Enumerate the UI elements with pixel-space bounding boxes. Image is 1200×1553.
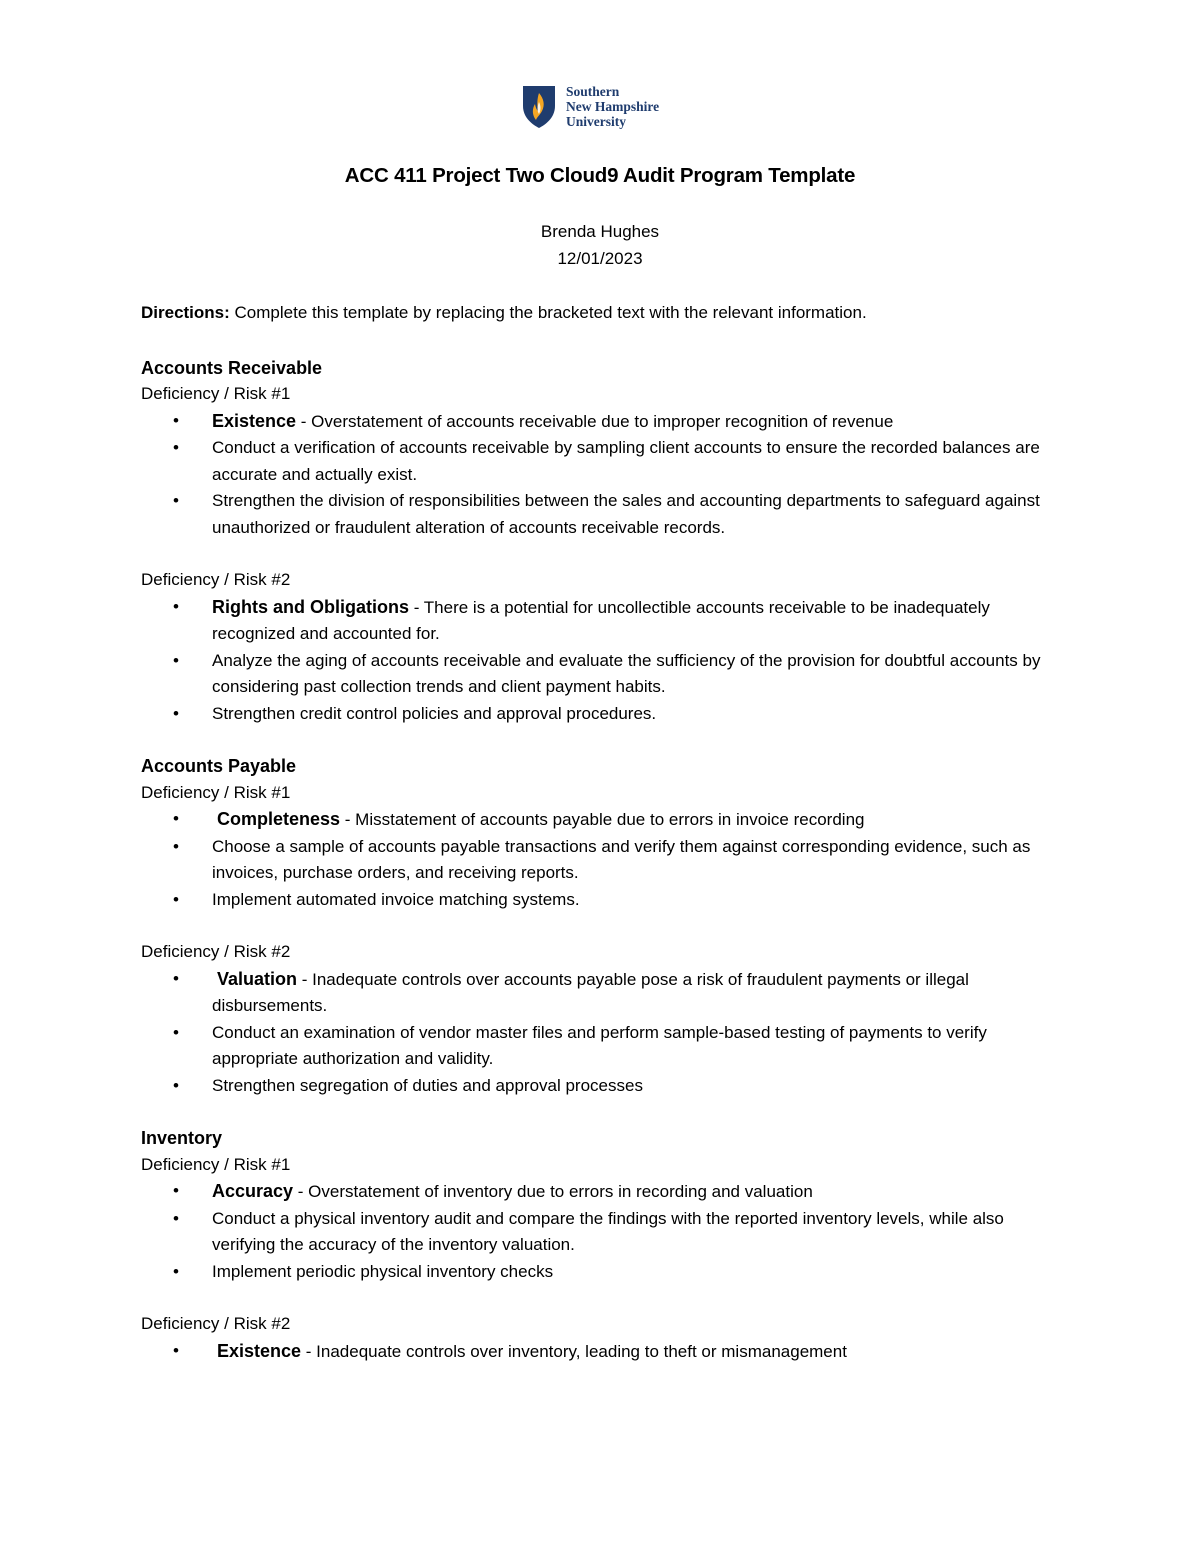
assertion-description: - There is a potential for uncollectible accounts receivable to be inadequately recognized and accounted for.: [212, 597, 990, 643]
bullet-icon: •: [173, 1181, 179, 1200]
risk-list: [141, 1338, 1071, 1366]
directions-text: Complete this template by replacing the bracketed text with the relevant information.: [229, 303, 867, 322]
risk-label: Deficiency / Risk #1: [141, 782, 291, 802]
risk-list: [141, 594, 1071, 728]
risk-item: [141, 435, 1071, 488]
risk-item: [141, 887, 1071, 914]
bullet-icon: •: [173, 1022, 179, 1042]
risk-label: Deficiency / Risk #1: [141, 384, 291, 403]
risk-list: [141, 966, 1071, 1100]
risk-item-text: Conduct a verification of accounts receivable by sampling client accounts to ensure the recorded balances are accurate and actually exist.: [212, 438, 1040, 484]
logo-line-1: Southern: [566, 84, 620, 99]
risk-label: Deficiency / Risk #2: [141, 570, 291, 589]
risk-item-text: Conduct a physical inventory audit and compare the findings with the reported inventory levels, while also verifying the accuracy of the inventory valuation.: [212, 1208, 1004, 1254]
assertion-description: - Overstatement of inventory due to errors in recording and valuation: [293, 1182, 813, 1201]
bullet-icon: •: [173, 1340, 179, 1360]
section-2: [141, 1125, 1071, 1365]
author-name: Brenda Hughes: [540, 222, 660, 241]
risk-list: [141, 806, 1071, 913]
bullet-icon: •: [173, 703, 179, 723]
risk-item-text: Implement periodic physical inventory checks: [212, 1261, 554, 1281]
risk-item-text: Analyze the aging of accounts receivable and evaluate the sufficiency of the provision for doubtful accounts by considering past collection trends and client payment habits.: [212, 650, 1041, 696]
logo-line-2: New Hampshire: [566, 99, 660, 114]
risk-item-text: Implement automated invoice matching systems.: [212, 889, 580, 909]
assertion-description: - Inadequate controls over inventory, leading to theft or mismanagement: [301, 1341, 847, 1361]
risk-item: [141, 648, 1071, 701]
directions: [141, 300, 1071, 327]
section-heading: Inventory: [141, 1128, 223, 1148]
assertion-term: Existence: [217, 1340, 302, 1361]
document-date: 12/01/2023: [557, 249, 643, 268]
shield-flame-icon: [521, 84, 557, 130]
logo-wordmark: [566, 84, 691, 129]
assertion-description: - Inadequate controls over accounts payable pose a risk of fraudulent payments or illegal disbursements.: [212, 969, 969, 1015]
bullet-icon: •: [173, 889, 179, 909]
bullet-icon: •: [173, 809, 179, 828]
assertion-description: - Misstatement of accounts payable due to errors in invoice recording: [340, 810, 865, 829]
logo-line-3: University: [566, 114, 626, 129]
risk-item: [141, 1259, 1071, 1286]
risk-item: [141, 966, 1071, 1020]
bullet-icon: •: [173, 650, 179, 670]
assertion-term: Completeness: [217, 809, 341, 829]
bullet-icon: •: [173, 1208, 179, 1228]
bullet-icon: •: [173, 438, 179, 457]
assertion-term: Accuracy: [212, 1181, 294, 1201]
bullet-icon: •: [173, 491, 179, 510]
risk-item: [141, 806, 1071, 834]
assertion-term: Valuation: [217, 968, 298, 989]
risk-item: [141, 1020, 1071, 1073]
risk-item: [141, 1178, 1071, 1206]
risk-item-text: Strengthen the division of responsibilities between the sales and accounting departments to safeguard against unauthorized or fraudulent alteration of accounts receivable records.: [212, 491, 1040, 537]
section-1: [141, 753, 1071, 1099]
assertion-term: Existence: [212, 410, 297, 431]
directions-label: Directions:: [141, 303, 230, 322]
snhu-logo: [521, 84, 691, 134]
risk-item: [141, 408, 1071, 436]
risk-label: Deficiency / Risk #1: [141, 1154, 291, 1174]
document-title: ACC 411 Project Two Cloud9 Audit Program Template: [344, 164, 856, 187]
risk-label: Deficiency / Risk #2: [141, 1314, 291, 1333]
risk-item-text: Strengthen credit control policies and approval procedures.: [212, 703, 657, 723]
risk-item: [141, 1338, 1071, 1366]
risk-item: [141, 834, 1071, 887]
risk-item-text: Strengthen segregation of duties and approval processes: [212, 1075, 643, 1095]
risk-item: [141, 488, 1071, 541]
assertion-term: Rights and Obligations: [212, 596, 409, 617]
risk-item-text: Choose a sample of accounts payable transactions and verify them against corresponding evidence, such as invoices, purchase orders, and receiving reports.: [212, 836, 1031, 882]
risk-list: [141, 1178, 1071, 1285]
bullet-icon: •: [173, 968, 179, 988]
bullet-icon: •: [173, 596, 179, 616]
risk-item: [141, 701, 1071, 728]
risk-item: [141, 594, 1071, 648]
risk-label: Deficiency / Risk #2: [141, 942, 291, 961]
section-0: [141, 355, 1071, 728]
bullet-icon: •: [173, 1075, 179, 1095]
risk-item: [141, 1206, 1071, 1259]
risk-list: [141, 408, 1071, 542]
assertion-description: - Overstatement of accounts receivable due to improper recognition of revenue: [296, 411, 894, 431]
bullet-icon: •: [173, 1261, 179, 1281]
risk-item-text: Conduct an examination of vendor master files and perform sample-based testing of payments to verify appropriate authorization and validity.: [212, 1022, 987, 1068]
risk-item: [141, 1073, 1071, 1100]
bullet-icon: •: [173, 836, 179, 856]
section-heading: Accounts Payable: [141, 756, 297, 776]
sections-container: [141, 355, 1071, 1366]
section-heading: Accounts Receivable: [141, 357, 323, 378]
document-body: [141, 300, 1071, 1391]
bullet-icon: •: [173, 410, 179, 430]
